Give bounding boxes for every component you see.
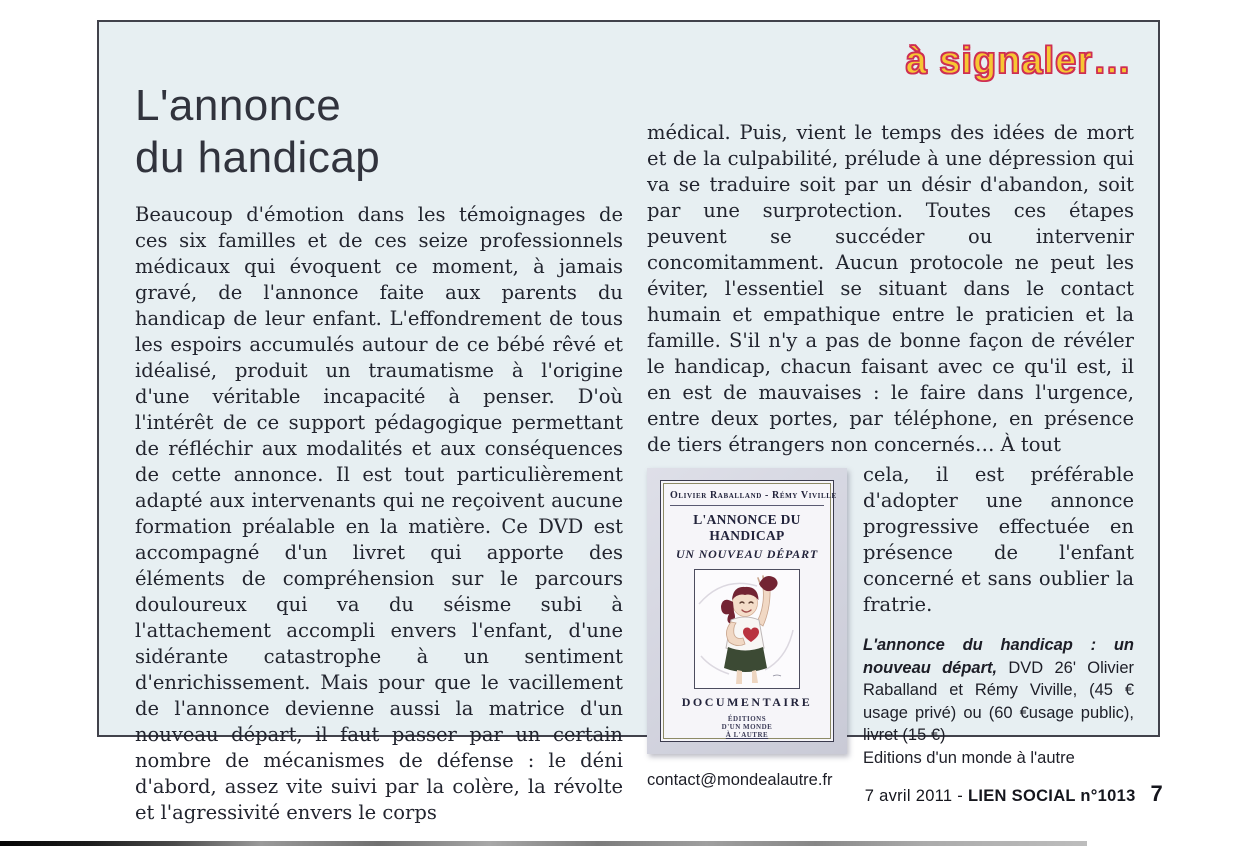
article-text-right-wrap: cela, il est préférable d'adopter une annonce progressive effectuée en présence de l'enfant concerné et sans oublier la fratrie. bbox=[863, 463, 1134, 616]
article-text-right-top: médical. Puis, vient le temps des idées de mort et de la culpabilité, prélude à une dépression qui va se traduire soit par un désir d'abandon, soit par une surprotection. Toutes ces étapes peuvent se succéder ou intervenir concomitamment. Aucun protocole ne peut les éviter, l'essentiel se situant dans le contact humain et empathique entre le praticien et la famille. S'il n'y a pas de bonne façon de révéler le handicap, chacun faisant avec ce qu'il est, il en est de mauvaises : le faire dans l'urgence, entre deux portes, par téléphone, en présence de tiers étrangers non concernés… À tout bbox=[647, 121, 1134, 456]
article-title bbox=[135, 80, 380, 184]
dvd-publisher-line2: D'UN MONDE bbox=[721, 723, 773, 731]
caption-details: DVD 26' Olivier Raballand et Rémy Viville, (45 € usage privé) ou (60 €usage public), livret (15 €) bbox=[863, 658, 1134, 744]
footer-date: 7 avril 2011 - bbox=[864, 787, 964, 805]
article-text-left: Beaucoup d'émotion dans les témoignages de ces six familles et de ces seize professionnels médicaux qui évoquent ce moment, à jamais gravé, de l'annonce faite aux parents du handicap de leur enfant. L'effondrement de tous les espoirs accumulés autour de ce bébé rêvé et idéalisé, produit un traumatisme à l'origine d'une véritable incapacité à penser. D'où l'intérêt de ce support pédagogique permettant de réfléchir aux modalités et aux conséquences de cette annonce. Il est tout particulièrement adapté aux intervenants qui ne reçoivent aucune formation préalable en la matière. Ce DVD est accompagné d'un livret qui apporte des éléments de compréhension sur le parcours douloureux qui va du séisme subi à l'attachement accompli envers l'enfant, d'une sidérante catastrophe à un sentiment d'enrichissement. Mais pour que le vacillement de l'annonce devienne aussi la matrice d'un nouveau départ, il faut passer par un certain nombre de mécanismes de défense : le déni d'abord, assez vite suivi par la colère, la révolte et l'agressivité envers le corps bbox=[135, 203, 623, 824]
article-title-line2: du handicap bbox=[135, 133, 381, 182]
media-block bbox=[647, 462, 1134, 792]
dvd-title: L'ANNONCE DU HANDICAP bbox=[693, 512, 801, 543]
caption-contact-email: contact@mondealautre.fr bbox=[647, 771, 833, 789]
dvd-publisher-line3: À L'AUTRE bbox=[725, 731, 769, 739]
article-column-left bbox=[135, 202, 623, 826]
page-footer bbox=[865, 781, 1163, 807]
dvd-publisher-logo bbox=[668, 715, 826, 739]
dvd-genre: DOCUMENTAIRE bbox=[681, 695, 813, 709]
footer-page-number: 7 bbox=[1150, 781, 1163, 806]
signal-tag: à signaler… bbox=[905, 40, 1132, 82]
caption-publisher: Editions d'un monde à l'autre bbox=[863, 748, 1075, 767]
child-illustration-icon bbox=[695, 570, 799, 688]
article-column-right bbox=[647, 120, 1134, 792]
dvd-subtitle: UN NOUVEAU DÉPART bbox=[675, 547, 819, 561]
footer-magazine-title: LIEN SOCIAL n°1013 bbox=[967, 787, 1136, 805]
dvd-cover-photo bbox=[647, 468, 847, 754]
dvd-publisher-line1: ÉDITIONS bbox=[727, 715, 767, 723]
article-title-line1: L'annonce bbox=[135, 81, 342, 130]
dvd-authors: Olivier Raballand - Rémy Viville bbox=[670, 490, 824, 506]
dvd-cover-illustration bbox=[694, 569, 800, 689]
caption-work-title: L'annonce du handicap : un nouveau départ, bbox=[863, 636, 1134, 677]
scan-edge-artifact bbox=[0, 841, 1087, 846]
dvd-cover bbox=[660, 480, 837, 742]
